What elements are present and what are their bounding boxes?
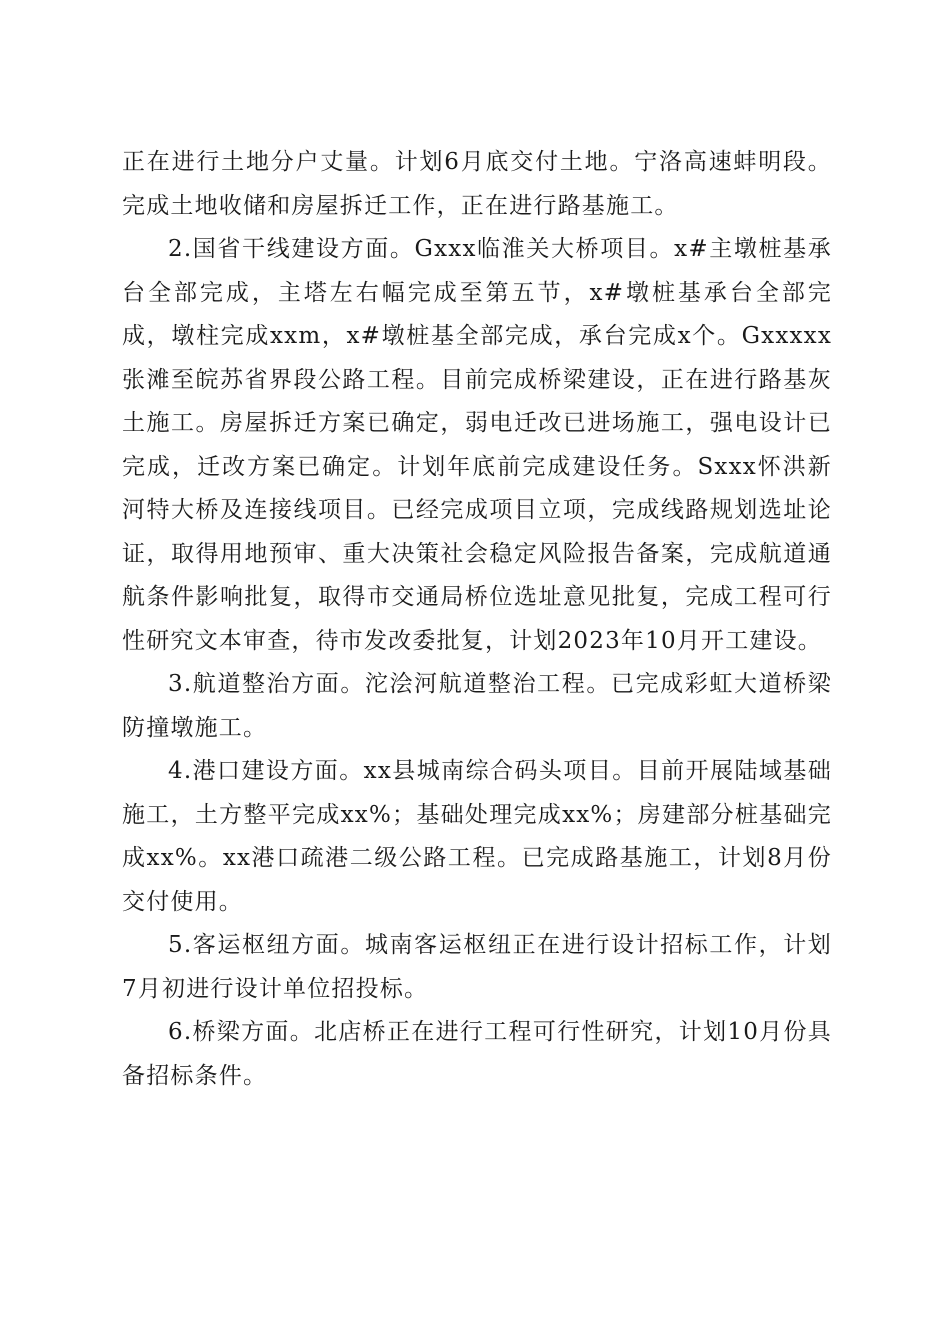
paragraph-ports: 4.港口建设方面。xx县城南综合码头项目。目前开展陆域基础施工，土方整平完成xx%；基础处理完成xx%；房建部分桩基础完成xx%。xx港口疏港二级公路工程。已完成路基施工，计划8月份交付使用。 [122,758,832,915]
paragraph-passenger-hub: 5.客运枢纽方面。城南客运枢纽正在进行设计招标工作，计划7月初进行设计单位招投标。 [122,932,832,1002]
paragraph-trunk-roads: 2.国省干线建设方面。Gxxx临淮关大桥项目。x#主墩桩基承台全部完成，主塔左右幅完成至第五节，x#墩桩基承台全部完成，墩柱完成xxm，x#墩桩基全部完成，承台完成x个。Gxxxxx张滩至皖苏省界段公路工程。目前完成桥梁建设，正在进行路基灰土施工。房屋拆迁方案已确定，弱电迁改已进场施工，强电设计已完成，迁改方案已确定。计划年底前完成建设任务。Sxxx怀洪新河特大桥及连接线项目。已经完成项目立项，完成线路规划选址论证，取得用地预审、重大决策社会稳定风险报告备案，完成航道通航条件影响批复，取得市交通局桥位选址意见批复，完成工程可行性研究文本审查，待市发改委批复，计划2023年10月开工建设。 [122,236,832,654]
paragraph-continuation: 正在进行土地分户丈量。计划6月底交付土地。宁洛高速蚌明段。完成土地收储和房屋拆迁工作，正在进行路基施工。 [122,149,832,219]
paragraph-waterways: 3.航道整治方面。沱浍河航道整治工程。已完成彩虹大道桥梁防撞墩施工。 [122,671,832,741]
document-body [122,141,832,1098]
paragraph-bridges: 6.桥梁方面。北店桥正在进行工程可行性研究，计划10月份具备招标条件。 [122,1019,832,1089]
